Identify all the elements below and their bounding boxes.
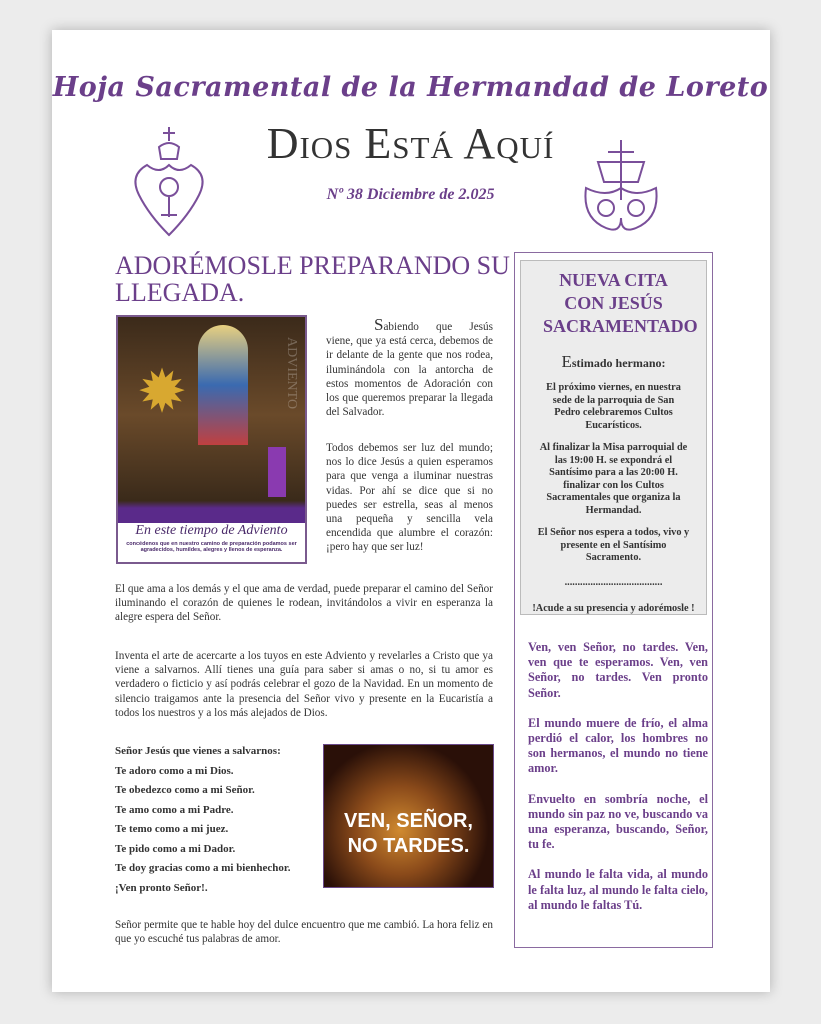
hymn-stanza: El mundo muere de frío, el alma perdió el calor, los hombres no son hermanos, el mundo no tiene amor. xyxy=(528,715,708,776)
prayer-line: Te doy gracias como a mi bienhechor. xyxy=(115,862,291,874)
paragraph-1 xyxy=(326,315,493,419)
prayer-line: Te adoro como a mi Dios. xyxy=(115,764,234,777)
paragraph-4: Inventa el arte de acercarte a los tuyos en este Adviento y revelarles a Cristo que ya viene a salvarnos. Allí tienes una guía para saber si amas o no, si tu amor es verdadero o ficticio y así podrás celebrar el gozo de la Navidad. En un momento de silencio traigamos ante la presencia del Señor vivo y presente en la Eucaristía a todos los nuestros y a los más alejados de Dios. xyxy=(115,650,493,719)
image-caption: En este tiempo de Adviento xyxy=(135,523,288,538)
announcement-closing: !Acude a su presencia y adorémosle ! xyxy=(532,603,695,614)
announcement-title: NUEVA CITA CON JESÚS SACRAMENTADO xyxy=(543,270,698,336)
main-title: Dios Está Aquí xyxy=(266,119,555,168)
issue-date: Nº 38 Diciembre de 2.025 xyxy=(326,186,495,203)
prayer-line: Te obedezco como a mi Señor. xyxy=(115,784,255,796)
hymn-stanza: Envuelto en sombría noche, el mundo sin paz no ve, buscando va una esperanza, buscando, Señor, tu fe. xyxy=(528,791,708,852)
paragraph-text: abiendo que Jesús viene, que ya está cerca, debemos de ir delante de la gente que nos rodea, iluminándola con la antorcha de estos momentos de Adoración con los que queremos preparar la llegada del Salvador. xyxy=(326,321,493,419)
paragraph-2: Todos debemos ser luz del mundo; nos lo dice Jesús a quien esperamos para que venga a iluminar nuestras vidas. Por ahí se dice que si no puedes ser estrella, seas al menos una pequeña y sencilla vela encendida que alumbre el corazón: ¡pero hay que ser luz! xyxy=(326,442,493,554)
hymn-stanza: Al mundo le falta vida, al mundo le falta luz, al mundo le falta cielo, al mundo le faltas Tú. xyxy=(528,867,708,912)
hymn xyxy=(528,640,708,928)
prayer-list xyxy=(115,742,315,898)
drop-cap: E xyxy=(561,352,572,371)
greeting-text: stimado hermano: xyxy=(571,356,666,370)
prayer-line: Señor Jesús que vienes a salvarnos: xyxy=(115,745,281,757)
paragraph-3: El que ama a los demás y el que ama de verdad, puede preparar el camino del Señor iluminando el corazón de quienes le rodean, invitándolos a vivir en esperanza la alegre espera del Señor. xyxy=(115,583,493,624)
candle-icon xyxy=(268,447,286,497)
prayer-line: Te temo como a mi juez. xyxy=(115,823,229,835)
paragraph-5: Señor permite que te hable hoy del dulce encuentro que me cambió. La hora feliz en que yo escuché tus palabras de amor. xyxy=(115,919,493,946)
prayer-line: Te amo como a mi Padre. xyxy=(115,803,234,816)
greeting xyxy=(521,352,706,372)
announcement-p2: Al finalizar la Misa parroquial de las 19:00 H. se expondrá el Santísimo para a las 20:00 H. finalizar con los Cultos Sacramentales que organiza la Hermandad. xyxy=(539,442,688,516)
drop-cap: S xyxy=(374,315,384,334)
brotherhood-crest-icon xyxy=(580,138,662,236)
publication-title: Hoja Sacramental de la Hermandad de Loreto xyxy=(52,72,769,103)
prayer-line: Te pido como a mi Dador. xyxy=(115,842,236,855)
hymn-stanza: Ven, ven Señor, no tardes. Ven, ven que te esperamos. Ven, ven Señor, no tardes. Ven pronto Señor. xyxy=(528,640,708,700)
divider-dots: ...................................... xyxy=(564,576,663,588)
article-heading: ADORÉMOSLE PREPARANDO SU LLEGADA. xyxy=(115,251,510,307)
image-text-line: NO TARDES. xyxy=(347,835,470,857)
papal-emblem-icon xyxy=(127,125,211,237)
candles-image xyxy=(323,744,494,888)
announcement-card xyxy=(520,260,707,615)
prayer-line: ¡Ven pronto Señor!. xyxy=(115,881,208,894)
advent-image xyxy=(116,315,307,564)
announcement-p3: El Señor nos espera a todos, vivo y presente en el Santísimo Sacramento. xyxy=(537,527,690,563)
image-watermark: ADVIENTO xyxy=(284,337,299,410)
image-text-line: VEN, SEÑOR, xyxy=(344,810,473,832)
monstrance-icon: ✹ xyxy=(136,359,188,425)
stained-glass-window xyxy=(198,325,248,445)
image-subcaption: concédenos que en nuestro camino de preparación podamos ser agradecidos, humildes, alegres y llenos de esperanza. xyxy=(126,541,297,553)
announcement-p1: El próximo viernes, en nuestra sede de la parroquia de San Pedro celebraremos Cultos Eucarísticos. xyxy=(546,382,681,431)
